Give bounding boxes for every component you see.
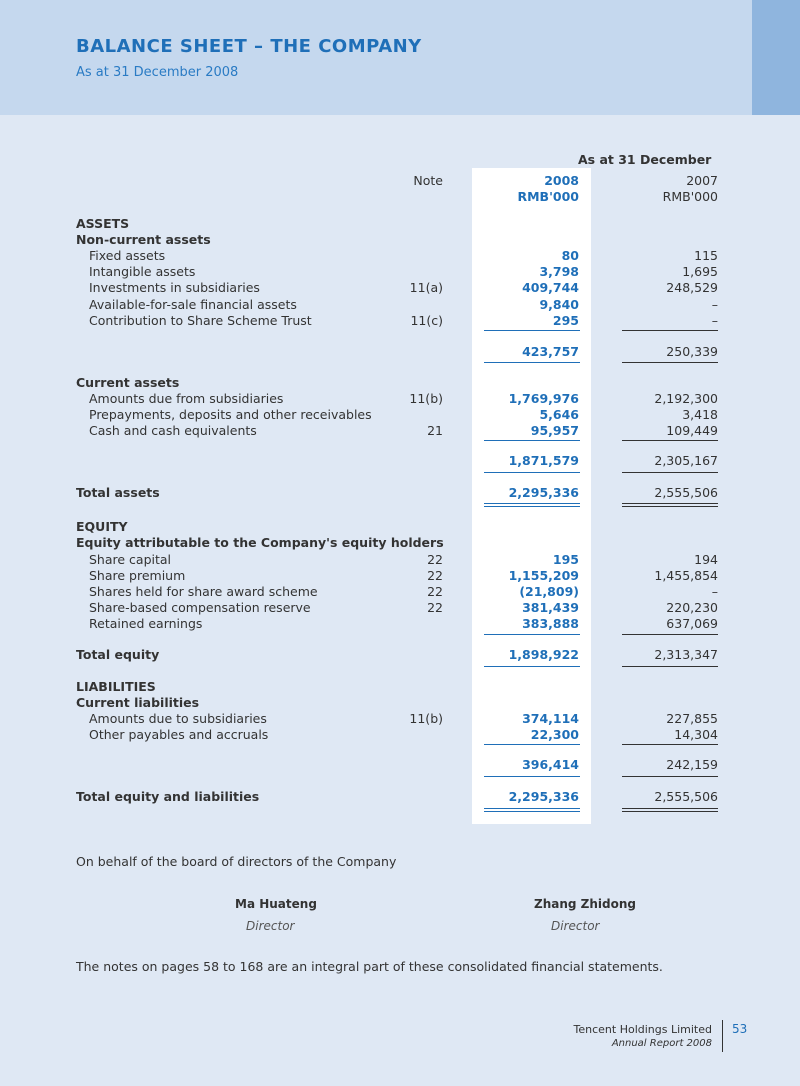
row-note: 21: [427, 423, 443, 438]
row-current-value: 95,957: [530, 423, 579, 438]
row-note: 11(b): [409, 391, 443, 406]
row-prior-value: –: [711, 297, 718, 312]
footer-divider: [722, 1020, 723, 1052]
row-note: 22: [427, 552, 443, 567]
total-current-value: 2,295,336: [508, 485, 579, 500]
row-current-value: 383,888: [522, 616, 579, 631]
row-prior-value: 248,529: [666, 280, 718, 295]
row-label: Amounts due to subsidiaries: [89, 711, 267, 726]
header-accent-tab: [752, 0, 800, 115]
subtotal-rule: [484, 362, 580, 363]
row-label: Amounts due from subsidiaries: [89, 391, 284, 406]
row-current-value: 3,798: [539, 264, 579, 279]
row-prior-value: 194: [694, 552, 718, 567]
row-prior-value: 115: [694, 248, 718, 263]
row-label: Contribution to Share Scheme Trust: [89, 313, 312, 328]
row-current-value: 374,114: [522, 711, 579, 726]
page-header: [0, 0, 800, 115]
row-prior-value: 227,855: [666, 711, 718, 726]
total-label: Total assets: [76, 485, 160, 500]
double-rule: [484, 503, 580, 504]
current-year-header: 2008: [544, 173, 579, 188]
notes-statement: The notes on pages 58 to 168 are an integral part of these consolidated financial statements.: [76, 959, 663, 974]
signatory-title: Director: [246, 919, 295, 933]
total-current-value: 1,898,922: [508, 647, 579, 662]
signatory-name: Zhang Zhidong: [534, 897, 636, 911]
row-current-value: 1,155,209: [508, 568, 579, 583]
subtotal-current-value: 396,414: [522, 757, 579, 772]
total-prior-value: 2,555,506: [654, 485, 718, 500]
subtotal-rule: [484, 744, 580, 745]
row-label: Shares held for share award scheme: [89, 584, 318, 599]
row-note: 22: [427, 600, 443, 615]
row-prior-value: 3,418: [682, 407, 718, 422]
subtotal-rule: [622, 776, 718, 777]
row-label: Cash and cash equivalents: [89, 423, 257, 438]
subtotal-rule: [622, 440, 718, 441]
total-label: Total equity: [76, 647, 160, 662]
company-name: Tencent Holdings Limited: [573, 1023, 712, 1036]
double-rule: [622, 811, 718, 812]
row-label: Available-for-sale financial assets: [89, 297, 297, 312]
subtotal-rule: [484, 666, 580, 667]
subsection-heading: Equity attributable to the Company's equity holders: [76, 535, 444, 550]
prior-year-header: 2007: [686, 173, 718, 188]
row-prior-value: 220,230: [666, 600, 718, 615]
subtotal-rule: [622, 472, 718, 473]
column-group-header: As at 31 December: [578, 152, 712, 167]
subsection-heading: Current liabilities: [76, 695, 200, 710]
subtotal-rule: [622, 362, 718, 363]
signatory-name: Ma Huateng: [235, 897, 317, 911]
subtotal-rule: [484, 440, 580, 441]
total-prior-value: 2,555,506: [654, 789, 718, 804]
section-heading: ASSETS: [76, 216, 130, 231]
subtotal-rule: [484, 472, 580, 473]
subtotal-rule: [484, 634, 580, 635]
subtotal-prior-value: 2,305,167: [654, 453, 718, 468]
prior-unit-header: RMB'000: [662, 189, 718, 204]
row-prior-value: 637,069: [666, 616, 718, 631]
subtotal-rule: [622, 744, 718, 745]
row-current-value: 195: [552, 552, 579, 567]
subtotal-rule: [484, 330, 580, 331]
row-note: 11(b): [409, 711, 443, 726]
row-note: 11(a): [409, 280, 443, 295]
row-prior-value: 14,304: [674, 727, 718, 742]
row-current-value: 409,744: [522, 280, 579, 295]
row-prior-value: –: [711, 584, 718, 599]
row-label: Share capital: [89, 552, 172, 567]
row-current-value: 1,769,976: [508, 391, 579, 406]
report-name: Annual Report 2008: [611, 1038, 712, 1049]
double-rule: [484, 506, 580, 507]
subsection-heading: Non-current assets: [76, 232, 211, 247]
subtotal-current-value: 1,871,579: [508, 453, 579, 468]
row-prior-value: 1,455,854: [654, 568, 718, 583]
row-current-value: 9,840: [539, 297, 579, 312]
subtotal-rule: [622, 666, 718, 667]
row-current-value: 381,439: [522, 600, 579, 615]
subtotal-prior-value: 242,159: [666, 757, 718, 772]
row-current-value: (21,809): [519, 584, 579, 599]
signatory-title: Director: [551, 919, 600, 933]
row-label: Intangible assets: [89, 264, 196, 279]
total-label: Total equity and liabilities: [76, 789, 260, 804]
subtotal-current-value: 423,757: [522, 344, 579, 359]
double-rule: [484, 808, 580, 809]
note-column-header: Note: [413, 173, 443, 188]
row-label: Share premium: [89, 568, 186, 583]
total-prior-value: 2,313,347: [654, 647, 718, 662]
page-number: 53: [732, 1022, 748, 1036]
page-title: BALANCE SHEET – THE COMPANY: [76, 36, 422, 57]
row-current-value: 295: [552, 313, 579, 328]
double-rule: [622, 506, 718, 507]
row-current-value: 80: [561, 248, 579, 263]
subtotal-rule: [622, 634, 718, 635]
row-label: Retained earnings: [89, 616, 203, 631]
row-label: Share-based compensation reserve: [89, 600, 311, 615]
subtotal-prior-value: 250,339: [666, 344, 718, 359]
subtotal-rule: [622, 330, 718, 331]
double-rule: [484, 811, 580, 812]
row-prior-value: 2,192,300: [654, 391, 718, 406]
row-label: Fixed assets: [89, 248, 166, 263]
row-note: 11(c): [410, 313, 443, 328]
row-current-value: 5,646: [539, 407, 579, 422]
subtotal-rule: [484, 776, 580, 777]
board-behalf-text: On behalf of the board of directors of the Company: [76, 854, 397, 869]
subsection-heading: Current assets: [76, 375, 180, 390]
total-current-value: 2,295,336: [508, 789, 579, 804]
double-rule: [622, 503, 718, 504]
row-prior-value: 109,449: [666, 423, 718, 438]
row-note: 22: [427, 568, 443, 583]
section-heading: EQUITY: [76, 519, 128, 534]
current-unit-header: RMB'000: [517, 189, 579, 204]
double-rule: [622, 808, 718, 809]
row-note: 22: [427, 584, 443, 599]
row-label: Investments in subsidiaries: [89, 280, 260, 295]
row-prior-value: –: [711, 313, 718, 328]
section-heading: LIABILITIES: [76, 679, 156, 694]
page-subtitle: As at 31 December 2008: [76, 65, 239, 80]
row-current-value: 22,300: [530, 727, 579, 742]
row-label: Other payables and accruals: [89, 727, 269, 742]
row-label: Prepayments, deposits and other receivables: [89, 407, 372, 422]
row-prior-value: 1,695: [682, 264, 718, 279]
